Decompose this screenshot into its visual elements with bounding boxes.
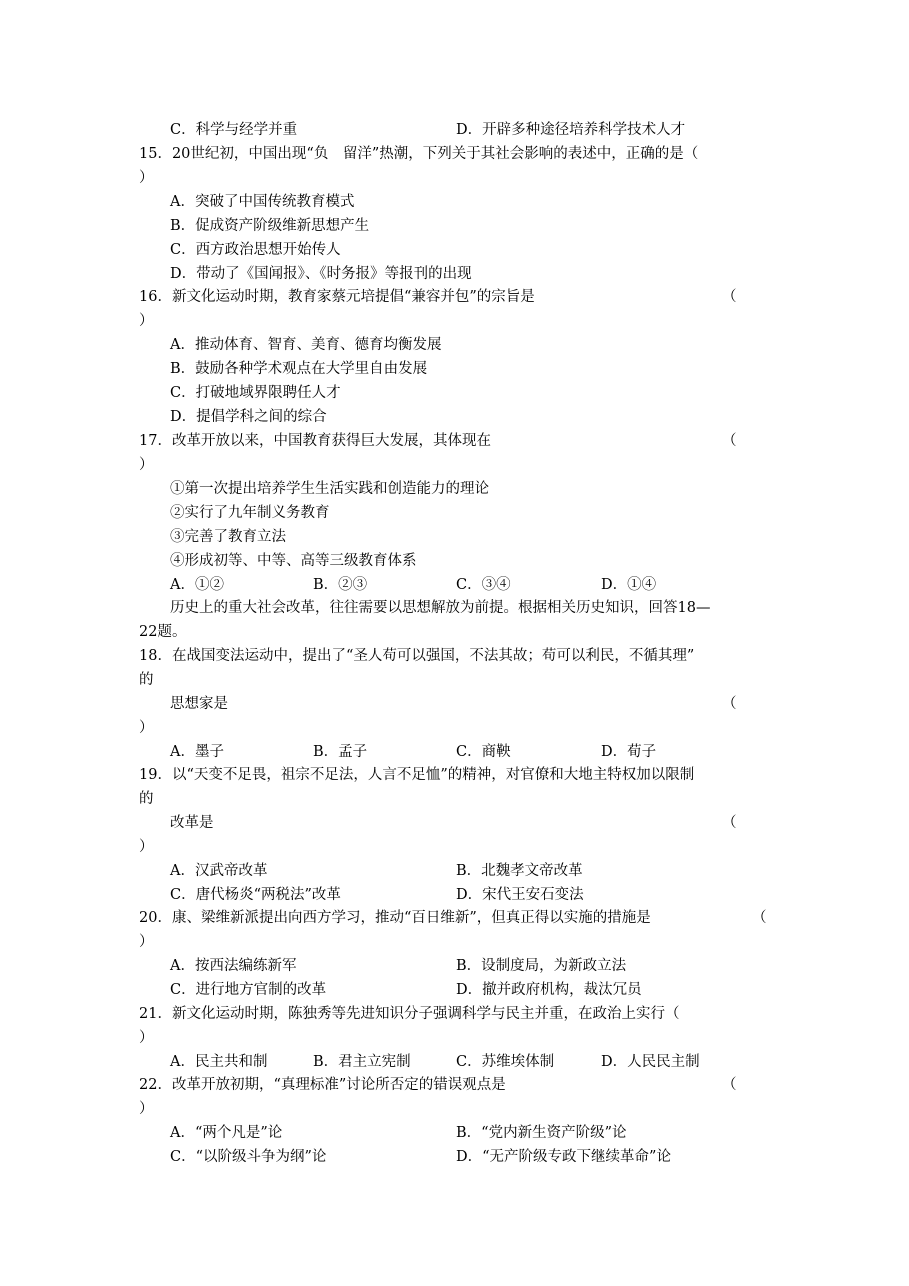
q18-stem-line3: 思想家是: [170, 696, 228, 712]
q18-stem-line1: 18．在战国变法运动中，提出了“圣人苟可以强国，不法其故；苟可以利民，不循其理”: [139, 648, 695, 664]
q14-option-c: C．科学与经学并重: [170, 122, 298, 138]
q20-option-a: A．按西法编练新军: [170, 958, 297, 974]
q21-stem: 21．新文化运动时期，陈独秀等先进知识分子强调科学与民主并重，在政治上实行（: [139, 1006, 680, 1022]
q18-option-b: B．孟子: [313, 744, 368, 760]
q17-option-c: C．③④: [456, 577, 511, 593]
q19-option-b: B．北魏孝文帝改革: [456, 863, 583, 879]
q20-option-d: D．撤并政府机构，裁汰冗员: [456, 982, 642, 998]
q22-stem: 22．改革开放初期，“真理标准”讨论所否定的错误观点是: [139, 1077, 506, 1093]
q21-option-d: D．人民民主制: [601, 1054, 700, 1070]
q20-open-paren: （: [752, 910, 767, 926]
q22-option-c: C．“以阶级斗争为纲”论: [170, 1149, 327, 1165]
q19-option-a: A．汉武帝改革: [170, 863, 268, 879]
q22-option-a: A．“两个凡是”论: [170, 1125, 283, 1141]
q16-option-b: B．鼓励各种学术观点在大学里自由发展: [170, 361, 428, 377]
q17-statement-2: ②实行了九年制义务教育: [170, 505, 330, 521]
q15-option-d: D．带动了《国闻报》、《时务报》等报刊的出现: [170, 266, 472, 282]
q15-close-paren: ）: [139, 170, 154, 186]
q17-option-a: A．①②: [170, 577, 224, 593]
q17-statement-1: ①第一次提出培养学生生活实践和创造能力的理论: [170, 481, 489, 497]
q22-option-d: D．“无产阶级专政下继续革命”论: [456, 1149, 671, 1165]
q21-option-c: C．苏维埃体制: [456, 1054, 555, 1070]
q16-close-paren: ）: [139, 313, 154, 329]
q15-stem: 15．20世纪初，中国出现“负 留洋”热潮，下列关于其社会影响的表述中，正确的是（: [139, 146, 699, 162]
q21-option-a: A．民主共和制: [170, 1054, 268, 1070]
q22-open-paren: （: [722, 1077, 737, 1093]
q20-option-b: B．设制度局，为新政立法: [456, 958, 627, 974]
q19-option-c: C．唐代杨炎“两税法”改革: [170, 887, 341, 903]
q19-stem-line3: 改革是: [170, 815, 214, 831]
q20-stem: 20．康、梁维新派提出向西方学习，推动“百日维新”，但真正得以实施的措施是: [139, 910, 651, 926]
q16-option-c: C．打破地域界限聘任人才: [170, 385, 341, 401]
q18-stem-line2: 的: [139, 672, 154, 688]
q17-open-paren: （: [722, 433, 737, 449]
q19-close-paren: ）: [139, 839, 154, 855]
q22-option-b: B．“党内新生资产阶级”论: [456, 1125, 627, 1141]
section-intro-line2: 22题。: [139, 624, 187, 640]
q17-stem: 17．改革开放以来，中国教育获得巨大发展，其体现在: [139, 433, 491, 449]
q17-option-b: B．②③: [313, 577, 368, 593]
q21-close-paren: ）: [139, 1030, 154, 1046]
q15-option-c: C．西方政治思想开始传人: [170, 242, 341, 258]
q18-option-d: D．荀子: [601, 744, 657, 760]
q17-close-paren: ）: [139, 457, 154, 473]
q19-stem-line2: 的: [139, 791, 154, 807]
q19-stem-line1: 19．以“天变不足畏，祖宗不足法，人言不足恤”的精神，对官僚和大地主特权加以限制: [139, 767, 695, 783]
q19-open-paren: （: [722, 815, 737, 831]
q17-statement-3: ③完善了教育立法: [170, 529, 286, 545]
q18-close-paren: ）: [139, 720, 154, 736]
q16-open-paren: （: [722, 289, 737, 305]
q17-option-d: D．①④: [601, 577, 657, 593]
q22-close-paren: ）: [139, 1101, 154, 1117]
q18-option-c: C．商鞅: [456, 744, 511, 760]
q20-option-c: C．进行地方官制的改革: [170, 982, 327, 998]
section-intro-line1: 历史上的重大社会改革，往往需要以思想解放为前提。根据相关历史知识，回答18—: [170, 600, 711, 616]
q15-option-a: A．突破了中国传统教育模式: [170, 194, 355, 210]
q16-stem: 16．新文化运动时期，教育家蔡元培提倡“兼容并包”的宗旨是: [139, 289, 535, 305]
q18-option-a: A．墨子: [170, 744, 224, 760]
q14-option-d: D．开辟多种途径培养科学技术人才: [456, 122, 686, 138]
q20-close-paren: ）: [139, 934, 154, 950]
q21-option-b: B．君主立宪制: [313, 1054, 411, 1070]
q18-open-paren: （: [722, 696, 737, 712]
q16-option-d: D．提倡学科之间的综合: [170, 409, 327, 425]
q19-option-d: D．宋代王安石变法: [456, 887, 584, 903]
q17-statement-4: ④形成初等、中等、高等三级教育体系: [170, 553, 417, 569]
q16-option-a: A．推动体育、智育、美育、德育均衡发展: [170, 337, 442, 353]
q15-option-b: B．促成资产阶级维新思想产生: [170, 218, 370, 234]
